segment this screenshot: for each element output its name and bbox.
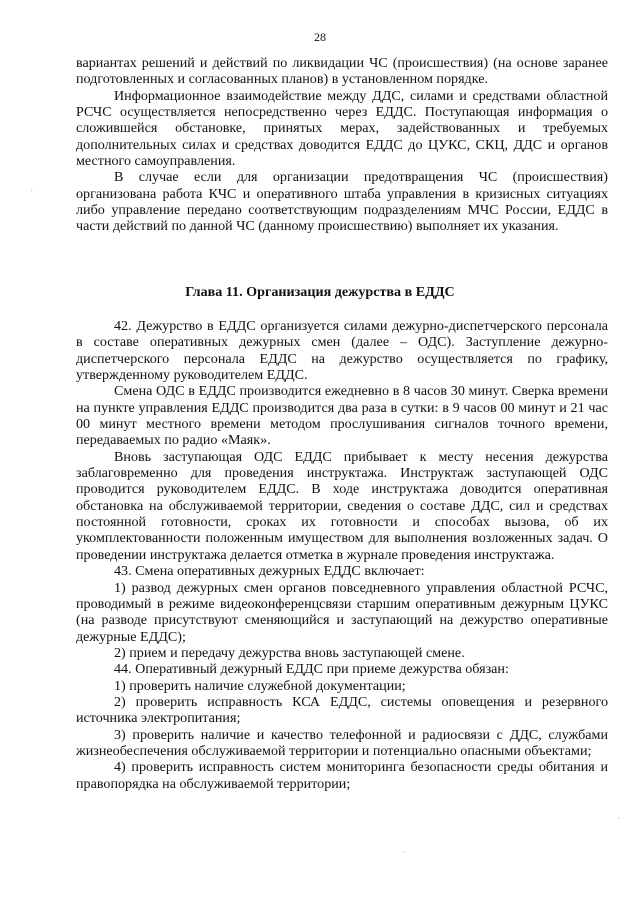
paragraph: вариантах решений и действий по ликвидации ЧС (происшествия) (на основе заранее подготовленных и согласованных планов) в установленном порядке.	[76, 55, 608, 88]
paragraph: 1) проверить наличие служебной документации;	[114, 677, 406, 694]
paragraph: Информационное взаимодействие между ДДС, силами и средствами областной РСЧС осуществляется непосредственно через ЕДДС. Поступающая информация о сложившейся обстановке, принятых мерах, задействованных и требуемых дополнительных силах и средствах доводится ЕДДС до ЦУКС, СКЦ, ДДС и органов местного самоуправления.	[76, 87, 608, 170]
scan-speck: ·	[402, 848, 406, 859]
paragraph: 4) проверить исправность систем мониторинга безопасности среды обитания и правопорядка на обслуживаемой территории;	[76, 759, 608, 792]
paragraph: Смена ОДС в ЕДДС производится ежедневно в 8 часов 30 минут. Сверка времени на пункте управления ЕДДС производится два раза в сутки: в 9 часов 00 минут и 21 час 00 минут местного времени методом прослушивания сигналов точного времени, передаваемых по радио «Маяк».	[76, 383, 608, 449]
paragraph: 2) проверить исправность КСА ЕДДС, системы оповещения и резервного источника электропитания;	[76, 693, 608, 727]
paragraph: 42. Дежурство в ЕДДС организуется силами дежурно-диспетчерского персонала в составе оперативных дежурных смен (далее – ОДС). Заступление дежурно-диспетчерского персонала ЕДДС на дежурство осуществляется по графику, утвержденному руководителем ЕДДС.	[76, 318, 608, 384]
top-text-block	[76, 55, 608, 235]
paragraph: 43. Смена оперативных дежурных ЕДДС включает:	[114, 563, 425, 580]
paragraph: Вновь заступающая ОДС ЕДДС прибывает к месту несения дежурства заблаговременно для проведения инструктажа. Инструктаж заступающей ОДС проводится руководителем ЕДДС. В ходе инструктажа доводится оперативная обстановка на обслуживаемой территории, сведения о составе ДДС, сил и средствах постоянной готовности, сроках их готовности и способах вызова, об их укомплектованности положенным имуществом для выполнения возложенных задач. О проведении инструктажа делается отметка в журнале проведения инструктажа.	[76, 448, 608, 563]
paragraph: В случае если для организации предотвращения ЧС (происшествия) организована работа КЧС и оперативного штаба управления в кризисных ситуациях либо управление передано соответствующим подразделениям МЧС России, ЕДДС в части действий по данной ЧС (данному происшествию) выполняет их указания.	[76, 169, 608, 235]
chapter-heading: Глава 11. Организация дежурства в ЕДДС	[185, 284, 455, 300]
scan-speck: ·	[617, 814, 621, 825]
paragraph: 2) прием и передачу дежурства вновь заступающей смене.	[114, 644, 465, 661]
chapter-text-block	[76, 318, 608, 792]
paragraph: 3) проверить наличие и качество телефонной и радиосвязи с ДДС, службами жизнеобеспечения обслуживаемой территории и потенциально опасными объектами;	[76, 726, 608, 759]
paragraph: 44. Оперативный дежурный ЕДДС при приеме дежурства обязан:	[114, 661, 509, 678]
page-number: 28	[314, 30, 326, 44]
scan-speck: ·	[30, 186, 34, 197]
paragraph: 1) развод дежурных смен органов повседневного управления областной РСЧС, проводимый в режиме видеоконференцсвязи старшим оперативным дежурным ЦУКС (на разводе присутствуют сменяющийся и заступающий на дежурство оперативные дежурные ЕДДС);	[76, 579, 608, 645]
